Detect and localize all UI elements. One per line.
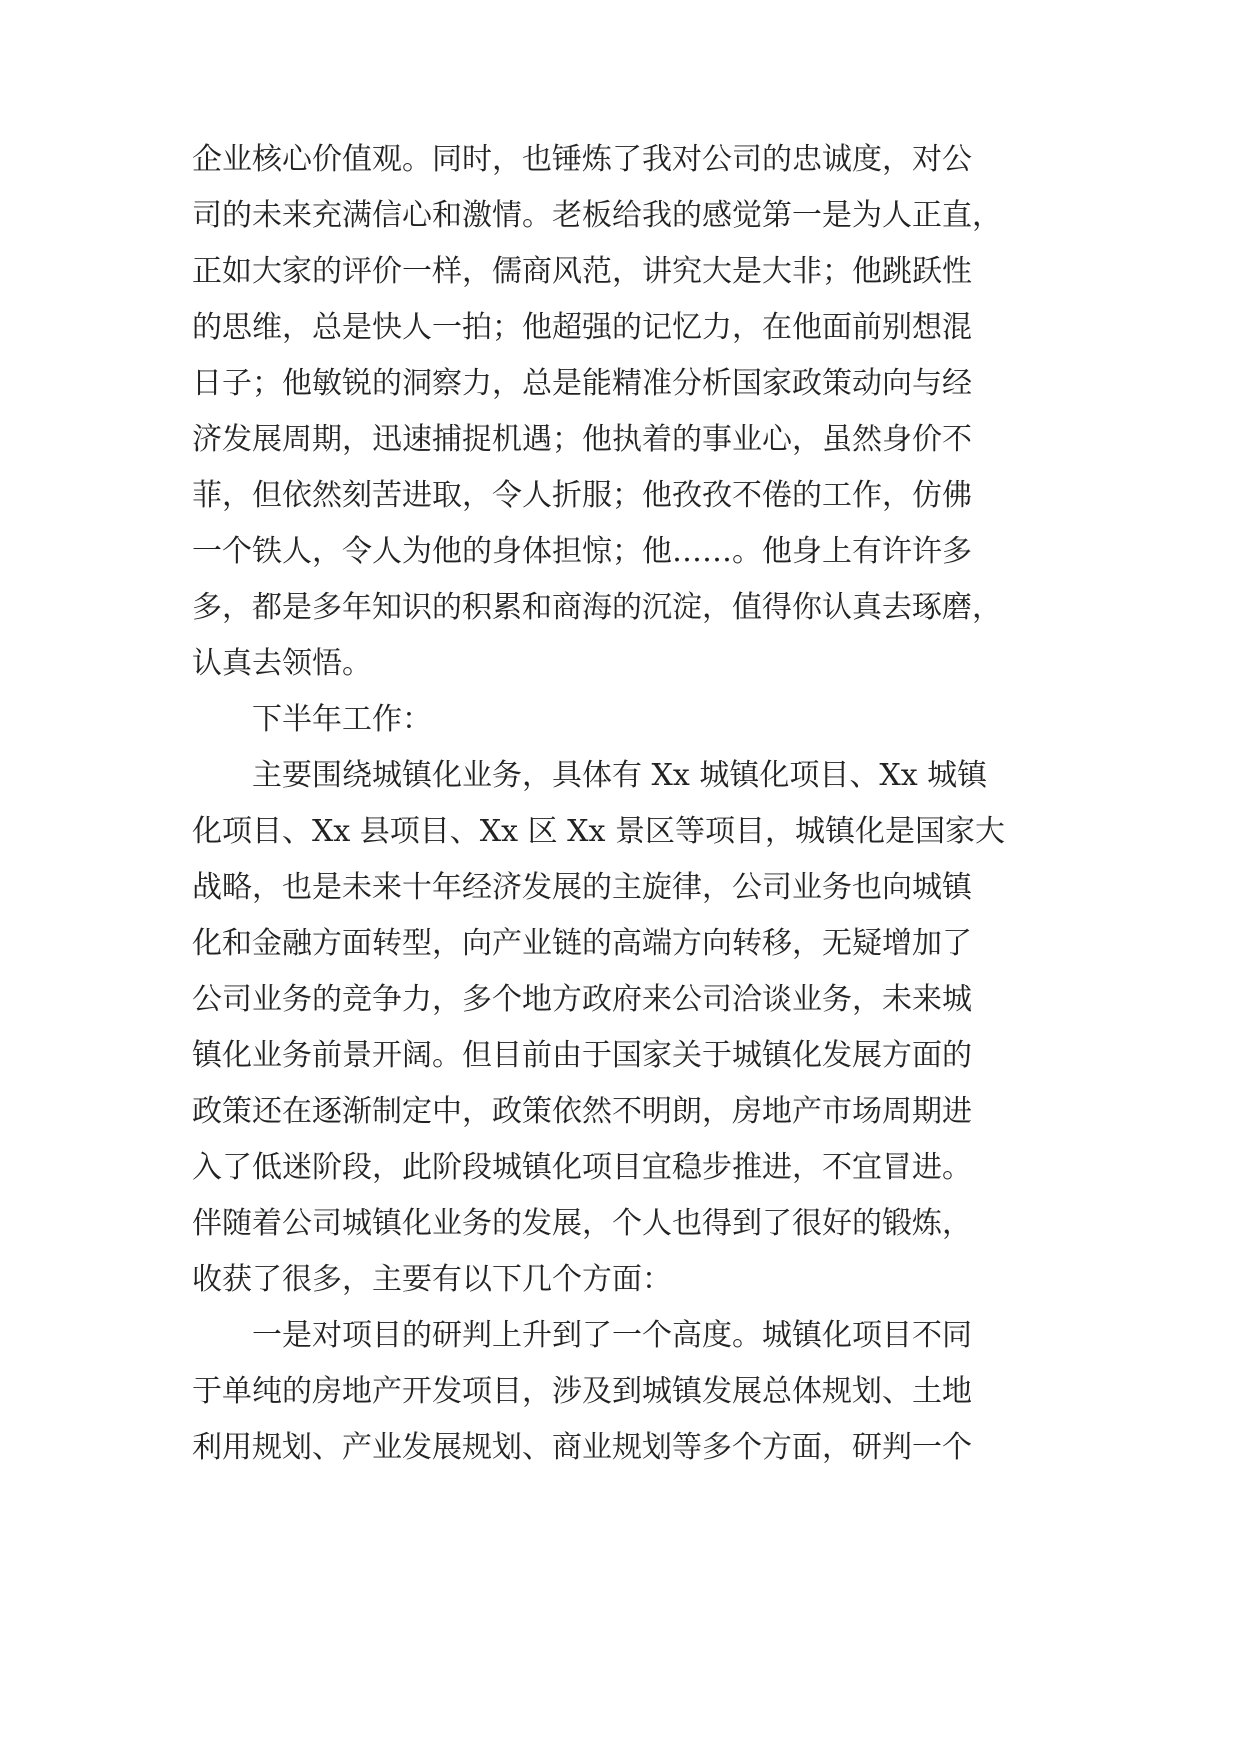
text-line: 多，都是多年知识的积累和商海的沉淀，值得你认真去琢磨，: [192, 590, 1002, 625]
text-line: 入了低迷阶段，此阶段城镇化项目宜稳步推进，不宜冒进。: [192, 1150, 972, 1185]
text-line: 济发展周期，迅速捕捉机遇；他执着的事业心，虽然身价不: [192, 422, 972, 457]
text-line: 认真去领悟。: [192, 646, 372, 681]
text-line: 主要围绕城镇化业务，具体有 Xx 城镇化项目、Xx 城镇: [252, 758, 988, 793]
text-line: 伴随着公司城镇化业务的发展，个人也得到了很好的锻炼，: [192, 1206, 972, 1241]
text-line: 日子；他敏锐的洞察力，总是能精准分析国家政策动向与经: [192, 366, 972, 401]
text-line: 政策还在逐渐制定中，政策依然不明朗，房地产市场周期进: [192, 1094, 972, 1129]
text-line: 化和金融方面转型，向产业链的高端方向转移，无疑增加了: [192, 926, 972, 961]
text-line: 收获了很多，主要有以下几个方面：: [192, 1262, 672, 1297]
text-line: 一是对项目的研判上升到了一个高度。城镇化项目不同: [252, 1318, 972, 1353]
text-line: 司的未来充满信心和激情。老板给我的感觉第一是为人正直，: [192, 198, 1002, 233]
text-line: 公司业务的竞争力，多个地方政府来公司洽谈业务，未来城: [192, 982, 972, 1017]
text-line: 的思维，总是快人一拍；他超强的记忆力，在他面前别想混: [192, 310, 972, 345]
text-line: 一个铁人，令人为他的身体担惊；他……。他身上有许许多: [192, 534, 972, 569]
text-line: 镇化业务前景开阔。但目前由于国家关于城镇化发展方面的: [192, 1038, 972, 1073]
text-line: 战略，也是未来十年经济发展的主旋律，公司业务也向城镇: [192, 870, 972, 905]
section-heading: 下半年工作：: [252, 702, 432, 737]
text-line: 化项目、Xx 县项目、Xx 区 Xx 景区等项目，城镇化是国家大: [192, 814, 1005, 849]
text-line: 于单纯的房地产开发项目，涉及到城镇发展总体规划、土地: [192, 1374, 972, 1409]
text-line: 菲，但依然刻苦进取，令人折服；他孜孜不倦的工作，仿佛: [192, 478, 972, 513]
text-line: 正如大家的评价一样，儒商风范，讲究大是大非；他跳跃性: [192, 254, 972, 289]
text-line: 企业核心价值观。同时，也锤炼了我对公司的忠诚度，对公: [192, 142, 972, 177]
text-line: 利用规划、产业发展规划、商业规划等多个方面，研判一个: [192, 1430, 972, 1465]
